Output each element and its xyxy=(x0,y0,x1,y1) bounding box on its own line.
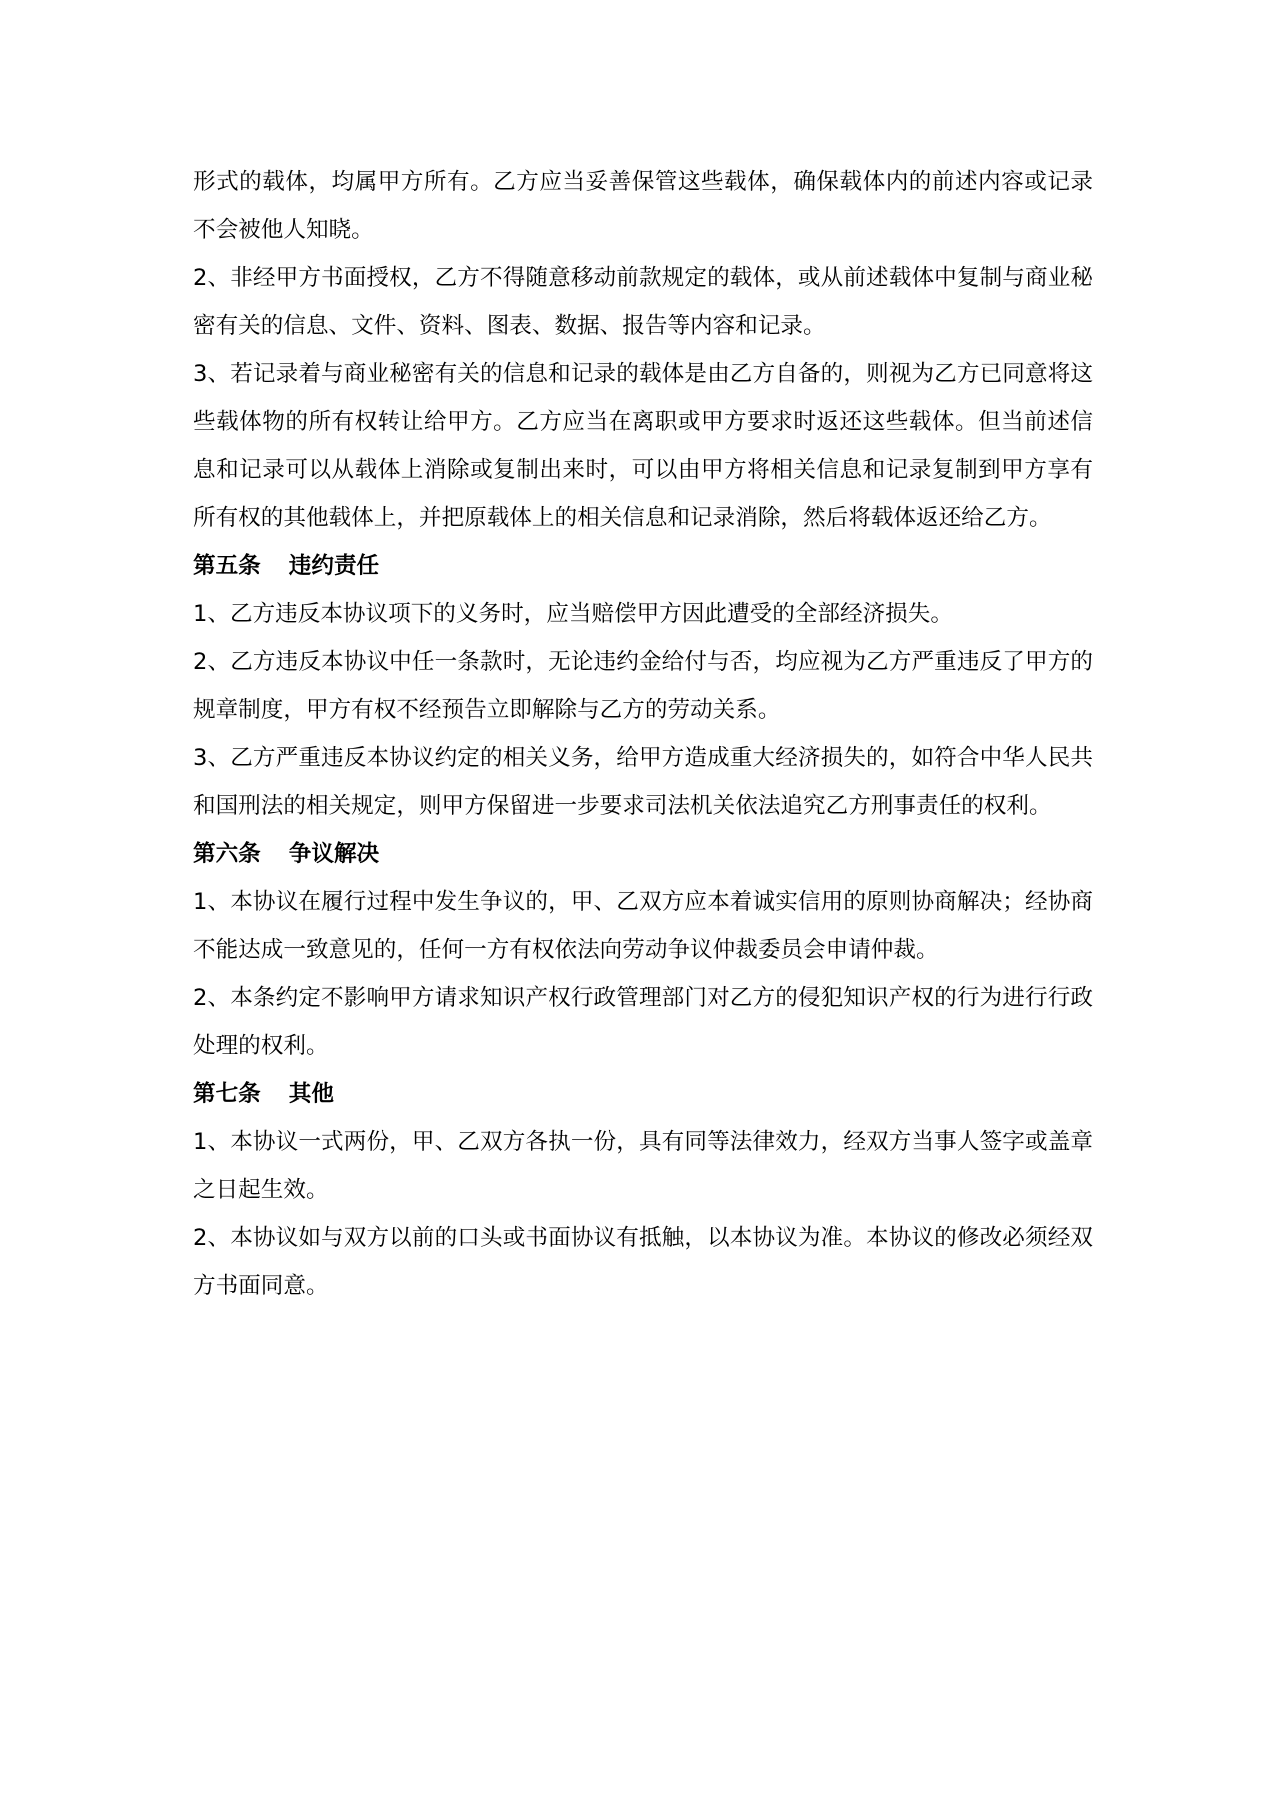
section-title: 争议解决 xyxy=(288,841,380,867)
section-title: 其他 xyxy=(288,1081,334,1107)
section-number: 第七条 xyxy=(193,1081,261,1107)
section-heading-7 xyxy=(193,1070,1093,1118)
paragraph: 3、若记录着与商业秘密有关的信息和记录的载体是由乙方自备的，则视为乙方已同意将这些载体物的所有权转让给甲方。乙方应当在离职或甲方要求时返还这些载体。但当前述信息和记录可以从载体上消除或复制出来时，可以由甲方将相关信息和记录复制到甲方享有所有权的其他载体上，并把原载体上的相关信息和记录消除，然后将载体返还给乙方。 xyxy=(193,361,1093,531)
paragraph: 2、本协议如与双方以前的口头或书面协议有抵触，以本协议为准。本协议的修改必须经双方书面同意。 xyxy=(193,1225,1093,1299)
paragraph: 2、本条约定不影响甲方请求知识产权行政管理部门对乙方的侵犯知识产权的行为进行行政处理的权利。 xyxy=(193,985,1093,1059)
paragraph: 3、乙方严重违反本协议约定的相关义务，给甲方造成重大经济损失的，如符合中华人民共和国刑法的相关规定，则甲方保留进一步要求司法机关依法追究乙方刑事责任的权利。 xyxy=(193,745,1093,819)
paragraph: 1、乙方违反本协议项下的义务时，应当赔偿甲方因此遭受的全部经济损失。 xyxy=(193,601,953,627)
section-heading-6 xyxy=(193,830,1093,878)
paragraph: 1、本协议一式两份，甲、乙双方各执一份，具有同等法律效力，经双方当事人签字或盖章之日起生效。 xyxy=(193,1129,1093,1203)
paragraph: 2、非经甲方书面授权，乙方不得随意移动前款规定的载体，或从前述载体中复制与商业秘密有关的信息、文件、资料、图表、数据、报告等内容和记录。 xyxy=(193,265,1093,339)
paragraph: 形式的载体，均属甲方所有。乙方应当妥善保管这些载体，确保载体内的前述内容或记录不会被他人知晓。 xyxy=(193,169,1093,243)
section-heading-5 xyxy=(193,542,1093,590)
paragraph: 1、本协议在履行过程中发生争议的，甲、乙双方应本着诚实信用的原则协商解决；经协商不能达成一致意见的，任何一方有权依法向劳动争议仲裁委员会申请仲裁。 xyxy=(193,889,1093,963)
section-number: 第五条 xyxy=(193,553,261,579)
paragraph: 2、乙方违反本协议中任一条款时，无论违约金给付与否，均应视为乙方严重违反了甲方的规章制度，甲方有权不经预告立即解除与乙方的劳动关系。 xyxy=(193,649,1093,723)
document-body xyxy=(193,158,1093,1310)
section-title: 违约责任 xyxy=(288,553,380,579)
section-number: 第六条 xyxy=(193,841,261,867)
